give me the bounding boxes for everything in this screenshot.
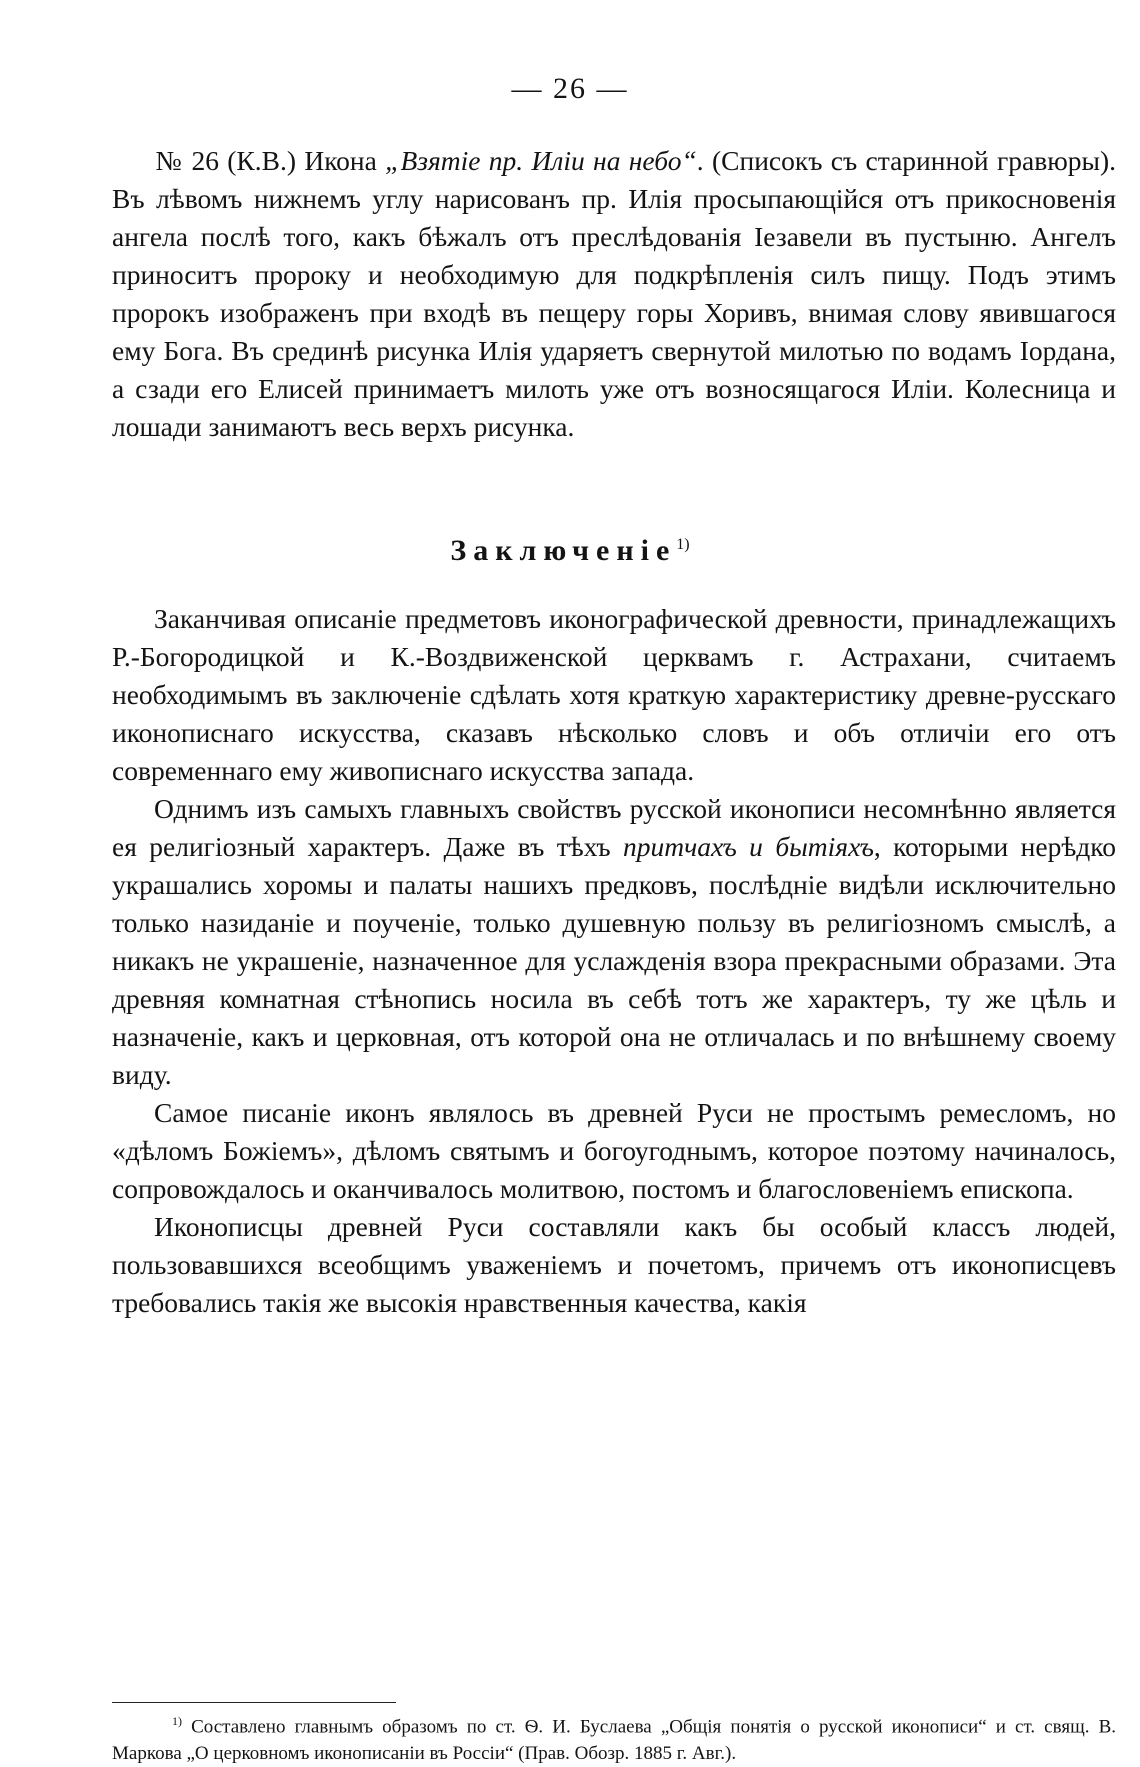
footnote: [112, 1708, 1116, 1767]
footnote-separator: [112, 1702, 396, 1703]
catalog-entry-26: [112, 142, 1116, 446]
entry-text-start: № 26 (К.В.) Икона: [154, 145, 386, 176]
footnote-mark: 1): [172, 1714, 182, 1728]
section-heading-footnote-mark: 1): [676, 536, 690, 553]
footnote-text: Составлено главнымъ образомъ по ст. Ѳ. И. Буслаева „Общія понятія о русской иконописи“ и ст. свящ. В. Маркова „О церковномъ иконописаніи въ Россіи“ (Прав. Обозр. 1885 г. Авг.).: [112, 1716, 1116, 1765]
entry-text-description: . (Списокъ съ старинной гравюры). Въ лѣвомъ нижнемъ углу нарисованъ пр. Илія просыпающійся отъ прикосновенія ангела послѣ того, какъ бѣжалъ отъ преслѣдованія Іезавели въ пустыню. Ангелъ приноситъ пророку и необходимую для подкрѣпленія силъ пищу. Подъ этимъ пророкъ изображенъ при входѣ въ пещеру горы Хоривъ, внимая слову явившагося ему Бога. Въ срединѣ рисунка Илія ударяетъ свернутой милотью по водамъ Іордана, а сзади его Елисей принимаетъ милоть уже отъ возносящагося Иліи. Колесница и лошади занимаютъ весь верхъ рисунка.: [112, 145, 1116, 442]
paragraph-4: Иконописцы древней Руси составляли какъ бы особый классъ людей, пользовавшихся всеобщимъ уваженіемъ и почетомъ, причемъ отъ иконописцевъ требовались такія же высокія нравственныя качества, какія: [112, 1211, 1116, 1318]
conclusion-body: [112, 600, 1116, 1322]
page-number: — 26 —: [511, 72, 629, 105]
section-heading-title: Заключеніе: [450, 534, 677, 567]
section-heading-conclusion: [0, 534, 1140, 568]
paragraph-3: Самое писаніе иконъ являлось въ древней Руси не простымъ ремесломъ, но «дѣломъ Божіемъ», дѣломъ святымъ и богоугоднымъ, которое поэтому начиналось, сопровождалось и оканчивалось молитвою, постомъ и благословеніемъ епископа.: [112, 1097, 1116, 1204]
paragraph-1: Заканчивая описаніе предметовъ иконографической древности, принадлежащихъ Р.-Богородицкой и К.-Воздвиженской церквамъ г. Астрахани, считаемъ необходимымъ въ заключеніе сдѣлать хотя краткую характеристику древне-русскаго иконописнаго искусства, сказавъ нѣсколько словъ и объ отличіи его отъ современнаго ему живописнаго искусства запада.: [112, 603, 1116, 786]
paragraph-2: Однимъ изъ самыхъ главныхъ свойствъ русской иконописи несомнѣнно является ея религіозный характеръ. Даже въ тѣхъ притчахъ и бытіяхъ, которыми нерѣдко украшались хоромы и палаты нашихъ предковъ, послѣдніе видѣли исключительно только назиданіе и поученіе, только душевную пользу въ религіозномъ смыслѣ, а никакъ не украшеніе, назначенное для услажденія взора прекрасными образами. Эта древняя комнатная стѣнопись носила въ себѣ тотъ же характеръ, ту же цѣль и назначеніе, какъ и церковная, отъ которой она не отличалась и по внѣшнему своему виду.: [112, 793, 1116, 1090]
entry-icon-title: „Взятіе пр. Иліи на небо“: [385, 145, 697, 176]
paragraph-2-italic-phrase: притчахъ и бытіяхъ: [622, 831, 874, 862]
